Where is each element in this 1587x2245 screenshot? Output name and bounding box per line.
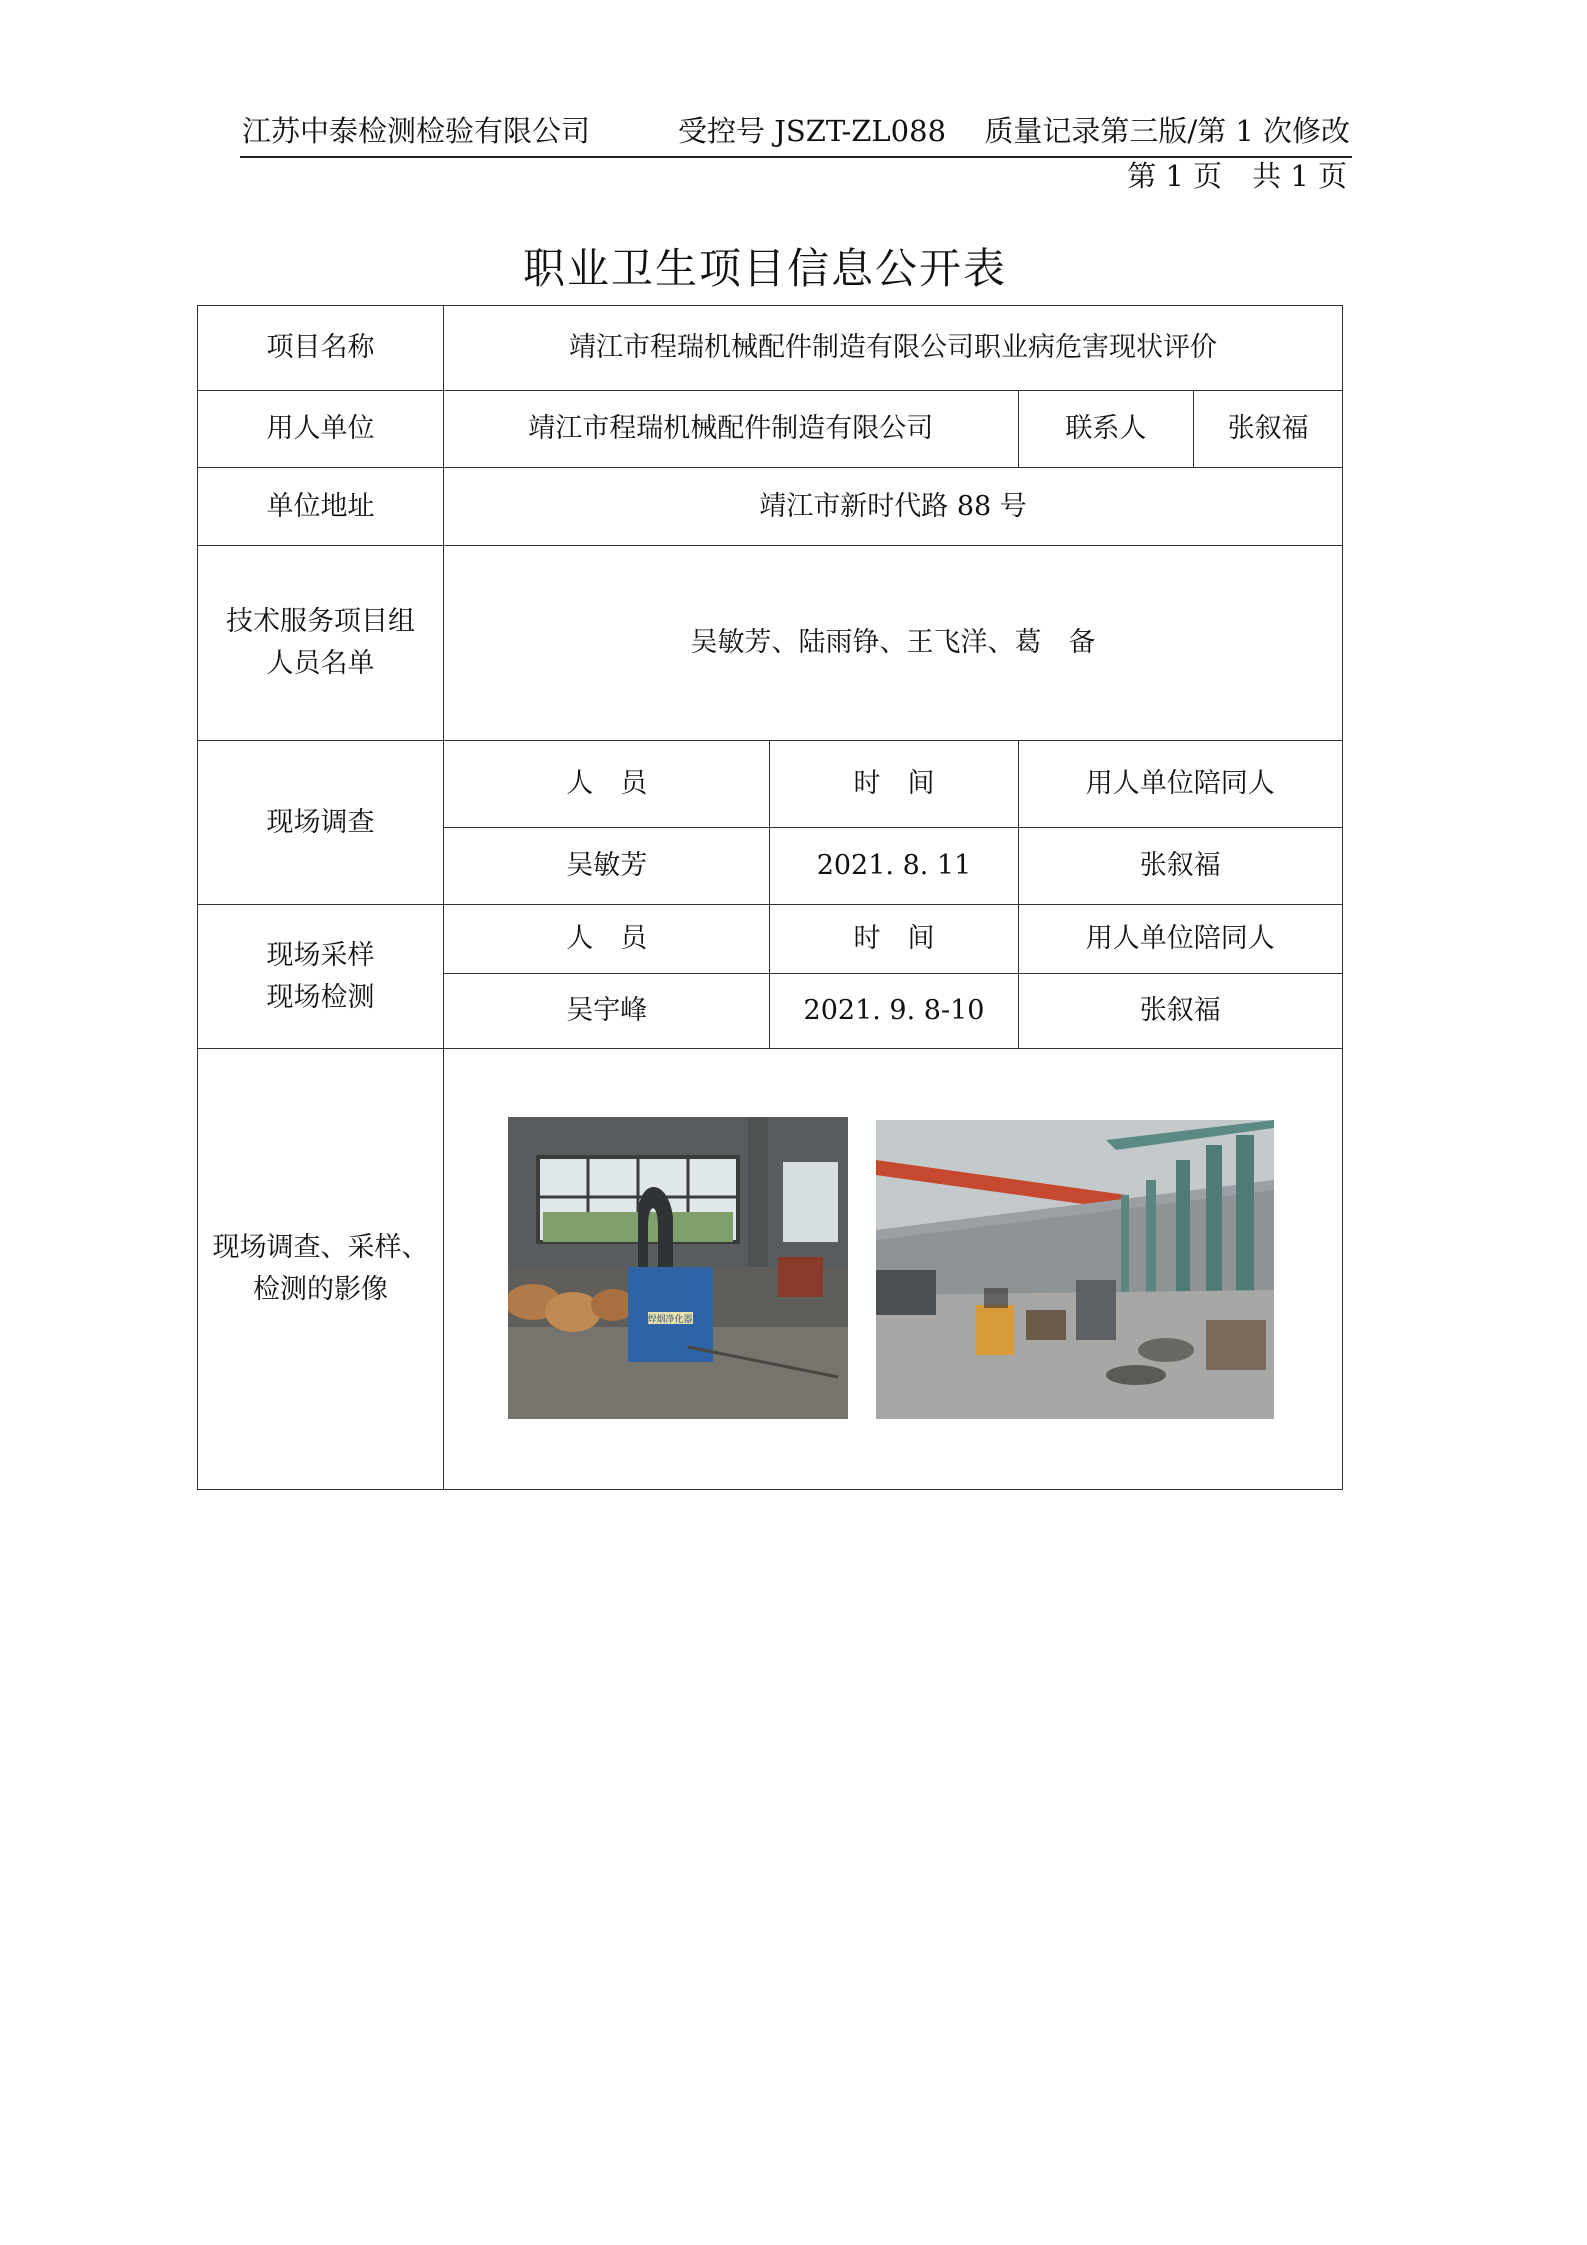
header-record-version: 质量记录第三版/第 1 次修改: [984, 114, 1350, 148]
contact-label: 联系人: [1018, 391, 1194, 468]
address-label: 单位地址: [198, 468, 444, 546]
site-photo-fume-extractor: [508, 1117, 848, 1419]
sampling-label-line2: 现场检测: [266, 981, 375, 1013]
info-table: [197, 305, 1343, 1490]
row-images: [198, 1049, 1343, 1490]
row-project-name: [198, 306, 1343, 391]
page-number: [1127, 154, 1347, 195]
survey-header-person: 人 员: [444, 741, 770, 828]
sampling-escort: 张叙福: [1018, 974, 1342, 1049]
images-label: [198, 1049, 444, 1490]
survey-time: 2021. 8. 11: [770, 828, 1018, 905]
survey-header-time: 时 间: [770, 741, 1018, 828]
document-title: 职业卫生项目信息公开表: [522, 244, 1007, 293]
machine-label: 焊烟净化器: [647, 1315, 693, 1325]
row-sampling-header: [198, 905, 1343, 974]
page-current: 第 1 页: [1127, 159, 1223, 193]
sampling-header-person: 人 员: [444, 905, 770, 974]
employer-value: 靖江市程瑞机械配件制造有限公司: [444, 391, 1018, 468]
survey-header-escort: 用人单位陪同人: [1018, 741, 1342, 828]
employer-label: 用人单位: [198, 391, 444, 468]
images-label-line2: 检测的影像: [253, 1274, 389, 1305]
team-label-line1: 技术服务项目组: [226, 606, 416, 638]
team-value: 吴敏芳、陆雨铮、王飞洋、葛 备: [444, 546, 1343, 741]
sampling-header-escort: 用人单位陪同人: [1018, 905, 1342, 974]
address-value: 靖江市新时代路 88 号: [444, 468, 1343, 546]
images-cell: [444, 1049, 1343, 1490]
row-survey-header: [198, 741, 1343, 828]
sampling-label: [198, 905, 444, 1049]
team-label-line2: 人员名单: [266, 648, 375, 679]
row-team: [198, 546, 1343, 741]
survey-escort: 张叙福: [1018, 828, 1342, 905]
project-name-label: 项目名称: [198, 306, 444, 391]
survey-person: 吴敏芳: [444, 828, 770, 905]
contact-value: 张叙福: [1194, 391, 1343, 468]
sampling-header-time: 时 间: [770, 905, 1018, 974]
header-company: 江苏中泰检测检验有限公司: [242, 114, 591, 148]
page-header: [240, 112, 1352, 158]
sampling-person: 吴宇峰: [444, 974, 770, 1049]
team-label: [198, 546, 444, 741]
header-control-number: 受控号 JSZT-ZL088: [678, 114, 947, 148]
sampling-label-line1: 现场采样: [266, 939, 375, 971]
row-employer: [198, 391, 1343, 468]
survey-label: 现场调查: [198, 741, 444, 905]
site-photo-factory-hall: [876, 1120, 1274, 1419]
row-address: [198, 468, 1343, 546]
project-name-value: 靖江市程瑞机械配件制造有限公司职业病危害现状评价: [444, 306, 1343, 391]
page-total: 共 1 页: [1252, 159, 1347, 193]
sampling-time: 2021. 9. 8-10: [770, 974, 1018, 1049]
images-label-line1: 现场调查、采样、: [212, 1232, 429, 1264]
